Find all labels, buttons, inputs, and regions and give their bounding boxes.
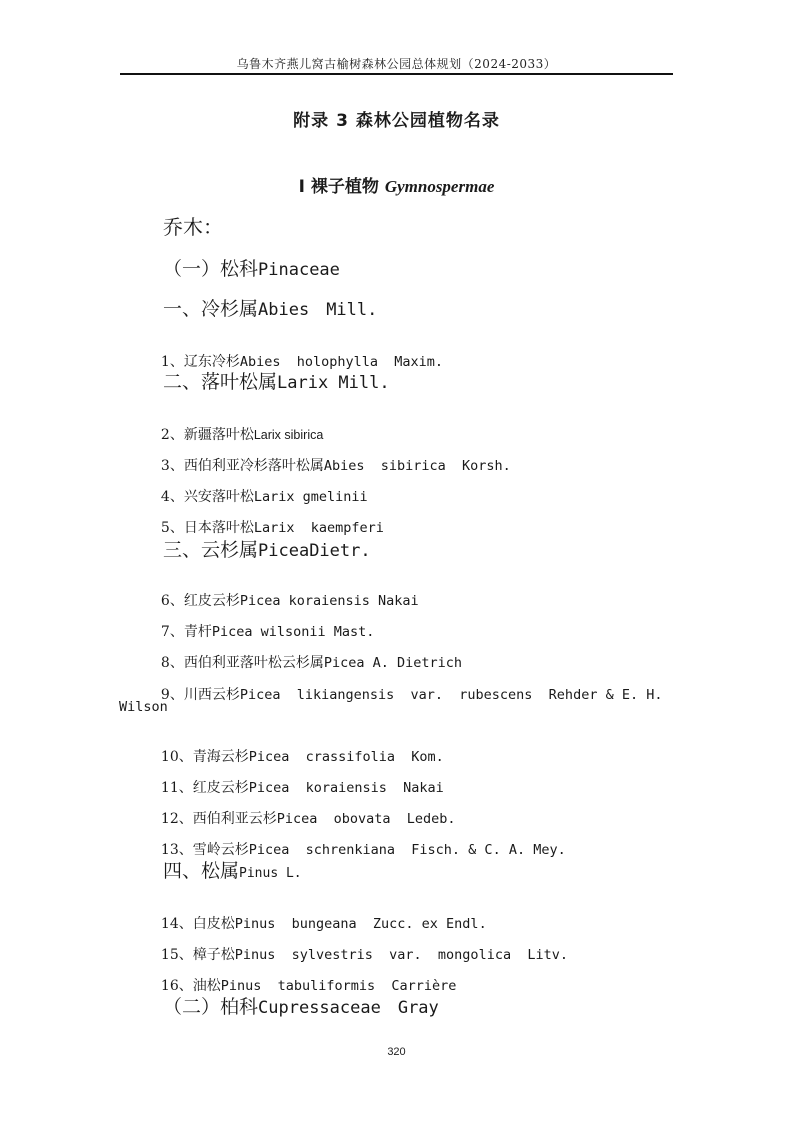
genus-name-cn: 四、松属 [163,860,240,882]
header-rule [120,73,673,75]
genus-name-cn: 一、冷杉属 [163,298,259,320]
species-name-latin: Picea obovata Ledeb. [276,811,456,827]
species-name-latin: Picea schrenkiana Fisch. & C. A. Mey. [248,842,566,858]
species-entry [152,823,566,859]
family-name-latin: Cupressaceae Gray [258,998,439,1018]
species-name-latin: Picea koraiensis Nakai [239,593,419,609]
species-name-latin: Picea A. Dietrich [323,655,462,671]
genus-name-latin: Pinus L. [239,866,302,881]
species-name-cn: 6、红皮云杉 [160,593,240,609]
species-name-cn: 3、西伯利亚冷杉落叶松属 [160,458,324,474]
section-title-latin: Gymnospermae [384,177,495,196]
running-header: 乌鲁木齐燕儿窝古榆树森林公园总体规划（2024-2033） [236,57,557,71]
species-entry [152,668,662,704]
genus-name-latin: Abies Mill. [258,300,378,320]
family-heading [163,254,340,281]
family-name-cn: （一）松科 [163,258,259,280]
species-name-latin: Picea likiangensis var. rubescens Rehder & E. H. [239,687,663,703]
species-entry [152,501,384,537]
species-name-cn: 14、白皮松 [160,916,235,932]
species-name-continuation: Wilson [119,699,168,715]
appendix-title: 附录 3 森林公园植物名录 [293,111,500,131]
genus-name-cn: 二、落叶松属 [163,371,278,393]
genus-name-latin: Larix Mill. [277,373,390,393]
species-name-cn: 9、川西云杉 [160,687,240,703]
species-entry [152,959,456,995]
species-name-cn: 11、红皮云杉 [160,780,249,796]
species-name-cn: 4、兴安落叶松 [160,489,254,505]
family-name-latin: Pinaceae [258,260,340,280]
species-entry [152,335,443,371]
page-number: 320 [387,1046,406,1058]
species-name-latin: Pinus sylvestris var. mongolica Litv. [234,947,568,963]
species-name-cn: 12、西伯利亚云杉 [160,811,277,827]
species-name-cn: 8、西伯利亚落叶松云杉属 [160,655,324,671]
habit-heading: 乔木： [163,215,223,239]
species-name-latin: Pinus bungeana Zucc. ex Endl. [234,916,487,932]
genus-heading [163,535,371,562]
species-entry [152,636,462,672]
species-name-latin: Larix kaempferi [253,520,384,536]
species-name-cn: 10、青海云杉 [160,749,249,765]
species-name-latin: Picea koraiensis Nakai [248,780,444,796]
species-name-cn: 13、雪岭云杉 [160,842,249,858]
species-name-latin: Picea crassifolia Kom. [248,749,444,765]
species-name-cn: 2、新疆落叶松 [160,427,254,443]
species-name-latin: Picea wilsonii Mast. [211,624,375,640]
genus-heading [163,367,390,394]
section-title-cn: I 裸子植物 [298,177,379,197]
species-name-latin: Larix gmelinii [253,489,368,505]
species-name-latin: Pinus tabuliformis Carrière [220,978,457,994]
species-name-cn: 5、日本落叶松 [160,520,254,536]
species-name-cn: 15、樟子松 [160,947,235,963]
family-heading [163,992,439,1019]
genus-name-latin: PiceaDietr. [258,541,371,561]
species-name-cn: 1、辽东冷杉 [160,354,240,370]
species-name-latin: Abies holophylla Maxim. [239,354,444,370]
species-name-latin: Abies sibirica Korsh. [323,458,511,474]
genus-heading [163,856,302,883]
genus-name-cn: 三、云杉属 [163,539,259,561]
species-name-latin: Larix sibirica [253,428,324,442]
species-name-cn: 16、油松 [160,978,221,994]
species-name-cn: 7、青杆 [160,624,212,640]
genus-heading [163,294,377,321]
family-name-cn: （二）柏科 [163,996,259,1018]
section-title [120,172,673,197]
